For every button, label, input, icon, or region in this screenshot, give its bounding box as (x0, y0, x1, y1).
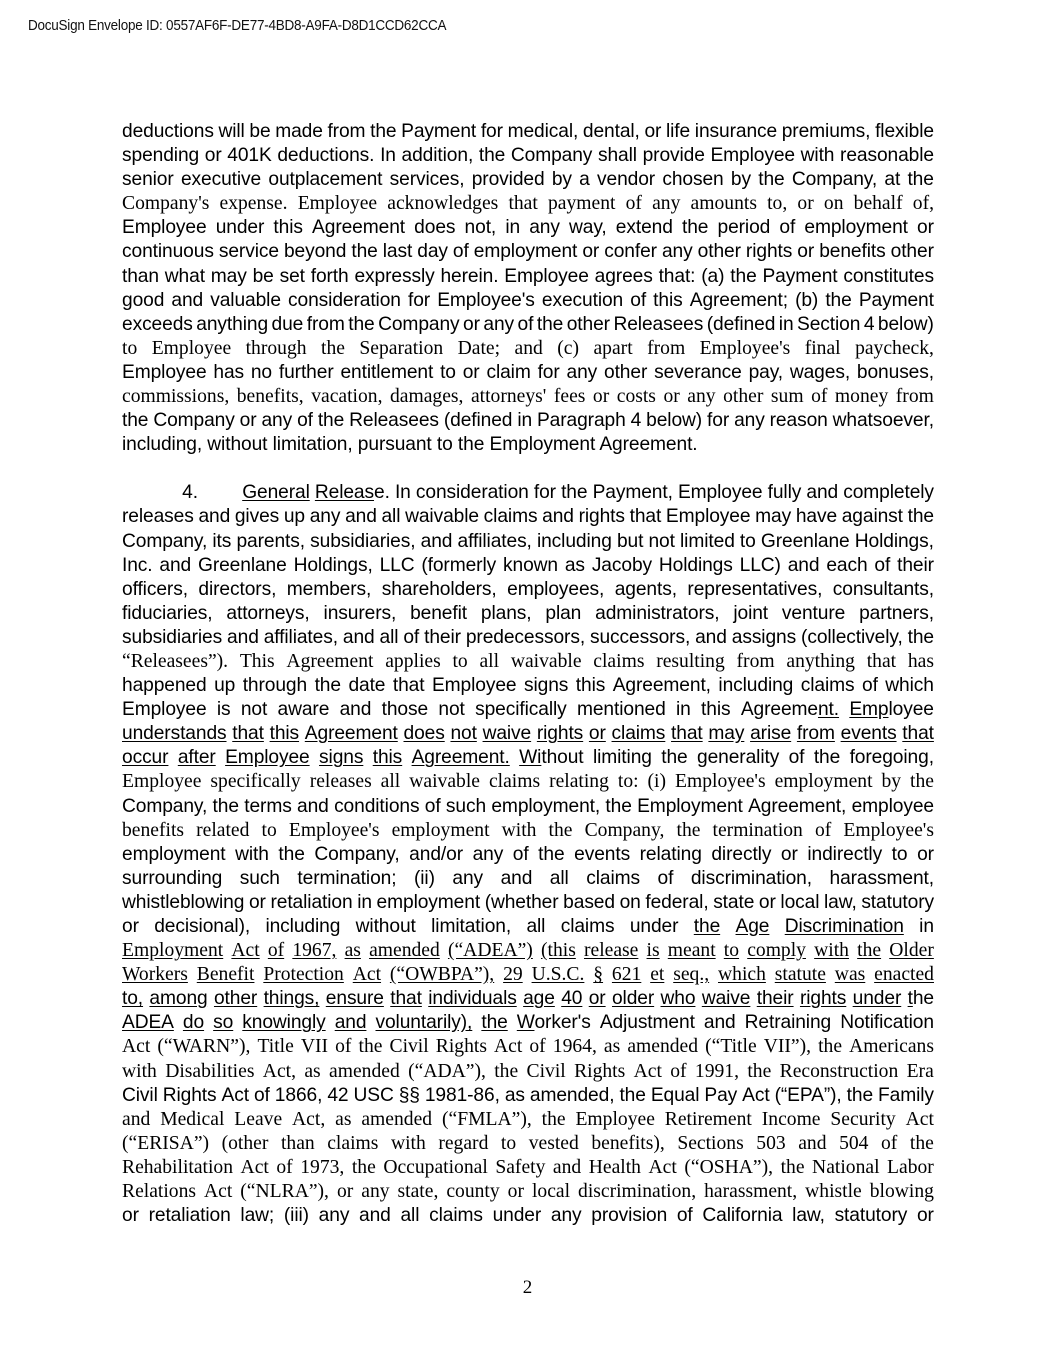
text-line: occur after Employee signs this Agreement. Without limiting the generality of the foregoing, (122, 747, 934, 769)
text-line: employment with the Company, and/or any of the events relating directly or indirectly to or (122, 843, 934, 865)
text-line: ADEA do so knowingly and voluntarily), the Worker's Adjustment and Retraining Notification (122, 1012, 934, 1034)
text-line: surrounding such termination; (ii) any and all claims of discrimination, harassment, (122, 867, 934, 889)
text-line: Company, the terms and conditions of such employment, the Employment Agreement, employee (122, 795, 934, 817)
text-line: including, without limitation, pursuant to the Employment Agreement. (122, 434, 698, 456)
text-line: or decisional), including without limitation, all claims under the Age Discrimination in (122, 916, 934, 937)
text-line: 4. General Release. In consideration for the Payment, Employee fully and completely (182, 482, 934, 504)
text-line: Employment Act of 1967, as amended (“ADEA”) (this release is meant to comply with the Older (122, 940, 934, 962)
paragraph-general-release (122, 481, 934, 1228)
text-line: subsidiaries and affiliates, and all of their predecessors, successors, and assigns (collectively, the (122, 626, 934, 648)
paragraph-payment-continuation (122, 120, 934, 457)
text-line: happened up through the date that Employee signs this Agreement, including claims of which (122, 675, 934, 697)
text-line: Civil Rights Act of 1866, 42 USC §§ 1981-86, as amended, the Equal Pay Act (“EPA”), the Family (122, 1084, 934, 1106)
text-line: to, among other things, ensure that individuals age 40 or older who waive their rights under the (122, 988, 934, 1010)
text-line: whistleblowing or retaliation in employment (whether based on federal, state or local law, statutory (122, 891, 934, 913)
page-number: 2 (522, 1277, 533, 1298)
text-line: with Disabilities Act, as amended (“ADA”), the Civil Rights Act of 1991, the Reconstruction Era (122, 1060, 934, 1082)
text-line: and Medical Leave Act, as amended (“FMLA”), the Employee Retirement Income Security Act (122, 1108, 934, 1130)
text-line: Company's expense. Employee acknowledges that payment of any amounts to, or on behalf of, (122, 193, 934, 215)
text-line: or retaliation law; (iii) any and all claims under any provision of California law, statutory or (122, 1205, 934, 1227)
text-line: Inc. and Greenlane Holdings, LLC (formerly known as Jacoby Holdings LLC) and each of their (122, 554, 934, 576)
text-line: than what may be set forth expressly herein. Employee agrees that: (a) the Payment constitutes (122, 265, 934, 287)
text-line: “Releasees”). This Agreement applies to all waivable claims resulting from anything that has (122, 650, 934, 672)
text-line: Workers Benefit Protection Act (“OWBPA”), 29 U.S.C. § 621 et seq., which statute was enacted (122, 964, 934, 986)
text-line: exceeds anything due from the Company or any of the other Releasees (defined in Section 4 below) (122, 313, 934, 335)
text-line: releases and gives up any and all waivable claims and rights that Employee may have against the (122, 506, 934, 528)
text-line: Employee under this Agreement does not, in any way, extend the period of employment or (122, 217, 934, 239)
text-line: good and valuable consideration for Employee's execution of this Agreement; (b) the Payment (122, 289, 934, 311)
text-line: officers, directors, members, shareholders, employees, agents, representatives, consultants, (122, 578, 934, 600)
text-line: to Employee through the Separation Date; and (c) apart from Employee's final paycheck, (122, 337, 934, 359)
text-line: Act (“WARN”), Title VII of the Civil Rights Act of 1964, as amended (“Title VII”), the Americans (122, 1036, 934, 1058)
document-body (122, 120, 934, 1228)
text-line: Relations Act (“NLRA”), or any state, county or local discrimination, harassment, whistle blowing (122, 1181, 934, 1203)
text-line: continuous service beyond the last day of employment or confer any other rights or benefits other (122, 241, 934, 263)
text-line: understands that this Agreement does not waive rights or claims that may arise from events that (122, 723, 934, 745)
text-line: Employee specifically releases all waivable claims relating to: (i) Employee's employment by the (122, 771, 934, 793)
text-line: fiduciaries, attorneys, insurers, benefit plans, plan administrators, joint venture partners, (122, 602, 934, 624)
text-line: deductions will be made from the Payment for medical, dental, or life insurance premiums, flexible (122, 121, 934, 142)
text-line: (“ERISA”) (other than claims with regard to vested benefits), Sections 503 and 504 of the (122, 1132, 934, 1154)
text-line: Company, its parents, subsidiaries, and affiliates, including but not limited to Greenlane Holdings, (122, 530, 934, 552)
text-line: Employee is not aware and those not specifically mentioned in this Agreement. Employee (122, 699, 934, 721)
docusign-envelope-stamp: DocuSign Envelope ID: 0557AF6F-DE77-4BD8-A9FA-D8D1CCD62CCA (28, 18, 447, 34)
text-line: Employee has no further entitlement to or claim for any other severance pay, wages, bonuses, (122, 361, 934, 383)
text-line: benefits related to Employee's employment with the Company, the termination of Employee's (122, 819, 934, 841)
text-line: spending or 401K deductions. In addition, the Company shall provide Employee with reasonable (122, 145, 934, 167)
text-line: Rehabilitation Act of 1973, the Occupational Safety and Health Act (“OSHA”), the National Labor (122, 1156, 934, 1178)
text-line: commissions, benefits, vacation, damages, attorneys' fees or costs or any other sum of money from (122, 386, 934, 408)
text-line: senior executive outplacement services, provided by a vendor chosen by the Company, at the (122, 169, 934, 191)
text-line: the Company or any of the Releasees (defined in Paragraph 4 below) for any reason whatsoever, (122, 410, 934, 432)
